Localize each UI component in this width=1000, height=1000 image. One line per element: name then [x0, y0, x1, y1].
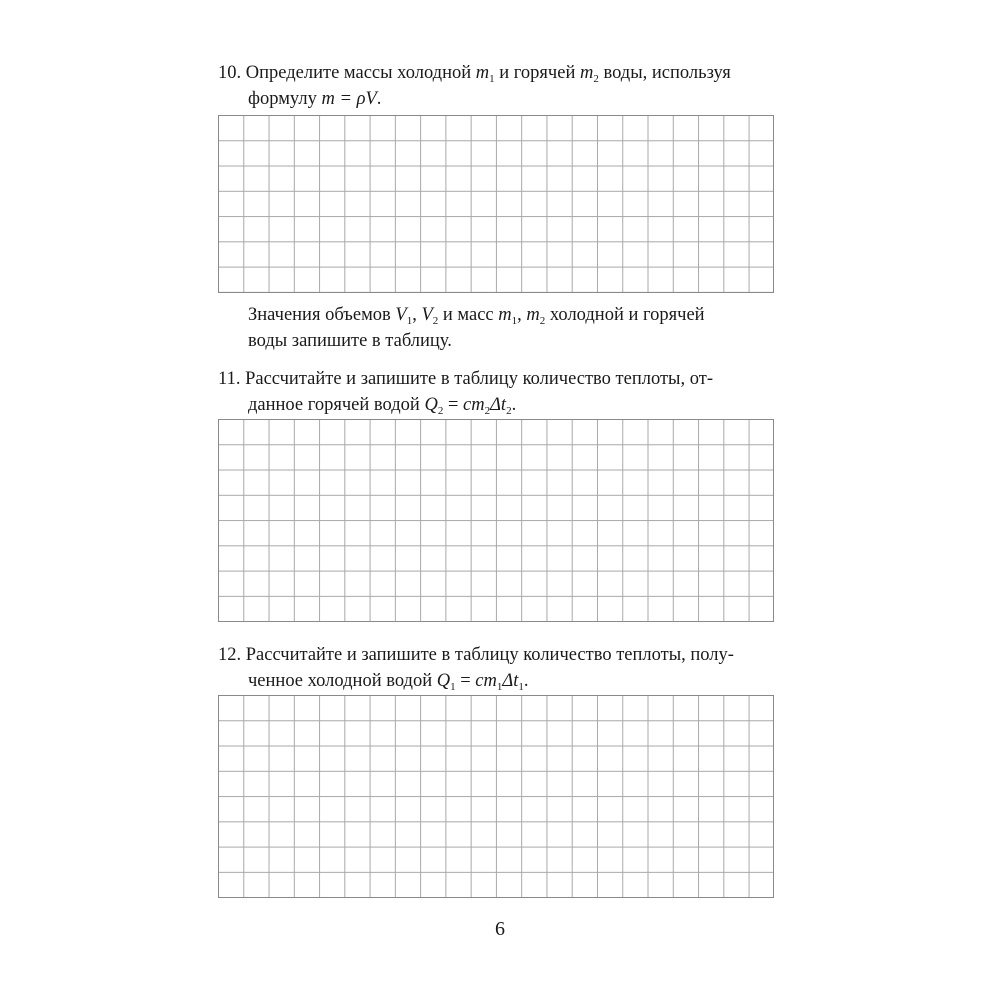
note-line-2: воды запишите в таблицу. [248, 331, 452, 351]
task-number: 10. [218, 63, 242, 83]
task-10-line-2: формулу m = ρV. [248, 89, 382, 109]
task-number: 12. [218, 645, 242, 665]
note-line-1: Значения объемов $V_1$, $V_2$ и масс $m_1$, $m_2$ холодной и горячей [248, 305, 705, 327]
task-12-line-2: ченное холодной водой $Q_1 = cm_1\Delta t_1$. [248, 671, 529, 693]
task-10-line-1: 10. Определите массы холодной $m_1$ и горячей $m_2$ воды, используя [218, 63, 731, 85]
task-number: 11. [218, 369, 241, 389]
page-number: 6 [495, 918, 505, 940]
answer-grid-11[interactable] [218, 419, 774, 622]
answer-grid-12[interactable] [218, 695, 774, 898]
formula: m = ρV [321, 89, 377, 109]
task-11-line-1: 11. Рассчитайте и запишите в таблицу количество теплоты, от- [218, 369, 713, 389]
task-11-line-2: данное горячей водой $Q_2 = cm_2\Delta t_2$. [248, 395, 517, 417]
task-12-line-1: 12. Рассчитайте и запишите в таблицу количество теплоты, полу- [218, 645, 734, 665]
answer-grid-10[interactable] [218, 115, 774, 293]
